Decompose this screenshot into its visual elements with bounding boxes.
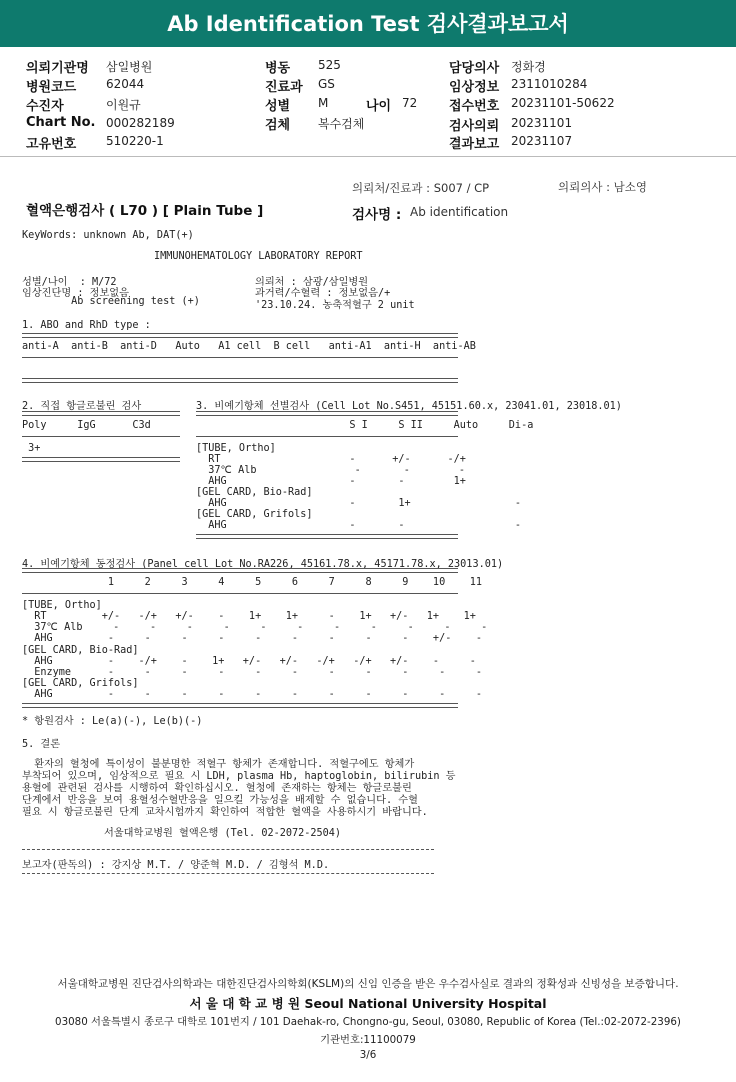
panel-row: [GEL CARD, Grifols]: [22, 678, 139, 689]
specimen-value: 복수검체: [318, 117, 365, 131]
report-title: Ab Identification Test 검사결과보고서: [167, 12, 569, 36]
dat-poly-value: 3+: [22, 443, 41, 454]
screening-row: [GEL CARD, Bio-Rad]: [196, 487, 313, 498]
panel-row: RT +/- -/+ +/- - 1+ 1+ - 1+ +/- 1+ 1+: [22, 611, 476, 622]
panel-row: [GEL CARD, Bio-Rad]: [22, 645, 139, 656]
divider: [22, 849, 434, 850]
patient-value: 이원규: [106, 98, 141, 112]
institution-value: 삼일병원: [106, 60, 153, 74]
panel-row: AHG - - - - - - - - - +/- -: [22, 633, 483, 644]
panel-row: AHG - -/+ - 1+ +/- +/- -/+ -/+ +/- - -: [22, 656, 476, 667]
conclusion-line: 부착되어 있으며, 임상적으로 필요 시 LDH, plasma Hb, haptoglobin, bilirubin 등: [22, 771, 456, 782]
panel-row: [TUBE, Ortho]: [22, 600, 102, 611]
dat-header: Poly IgG C3d: [22, 420, 151, 431]
info-diagnosis: 임상진단명 : 정보없음: [22, 288, 129, 299]
receipt-no-value: 20231101-50622: [511, 96, 615, 110]
divider: [22, 436, 180, 437]
abo-header: anti-A anti-B anti-D Auto A1 cell B cell anti-A1 anti-H anti-AB: [22, 341, 476, 352]
chart-no-value: 000282189: [106, 116, 175, 130]
report-date-value: 20231107: [511, 134, 573, 148]
hospital-name: 서 울 대 학 교 병 원 Seoul National University Hospital: [189, 996, 547, 1011]
conclusion-line: 필요 시 항글로불린 단계 교차시험까지 확인하여 적합한 혈액을 사용하시기 바랍니다.: [22, 807, 428, 818]
blood-bank-contact: 서울대학교병원 혈액은행 (Tel. 02-2072-2504): [104, 828, 342, 839]
panel-row: Enzyme - - - - - - - - - - -: [22, 667, 483, 678]
divider: [196, 411, 458, 416]
department-label: 진료과: [265, 80, 303, 95]
divider: [22, 357, 458, 358]
page-number: 3/6: [359, 1049, 377, 1061]
divider: [22, 568, 458, 573]
department-value: GS: [318, 77, 335, 91]
screening-row: 37℃ Alb - - -: [196, 465, 466, 476]
clinical-info-label: 임상정보: [449, 80, 500, 95]
screening-row: AHG - 1+ -: [196, 498, 522, 509]
info-screening: Ab screening test (+): [22, 296, 200, 307]
report-date-label: 결과보고: [449, 137, 500, 152]
ward-value: 525: [318, 58, 341, 72]
request-date-value: 20231101: [511, 116, 573, 130]
doctor-label: 담당의사: [449, 61, 500, 76]
screening-header: S I S II Auto Di-a: [196, 420, 534, 431]
panel-header: 1 2 3 4 5 6 7 8 9 10 11: [22, 577, 483, 588]
age-label: 나이: [366, 99, 392, 114]
ward-label: 병동: [265, 61, 291, 76]
divider: [22, 333, 458, 338]
divider: [22, 457, 180, 462]
divider: [22, 873, 434, 874]
specimen-label: 검체: [265, 118, 291, 133]
institution-number: 기관번호:11100079: [320, 1034, 416, 1046]
conclusion-line: 환자의 혈청에 특이성이 불분명한 적혈구 항체가 존재합니다. 적혈구에도 항체가: [22, 759, 415, 770]
reporter: 보고자(판독의) : 강지상 M.T. / 양준혁 M.D. / 김형석 M.D.: [22, 860, 330, 871]
info-sex-age: 성별/나이 : M/72: [22, 277, 117, 288]
certification-note: 서울대학교병원 진단검사의학과는 대한진단검사의학회(KSLM)의 신임 인증을 받은 우수검사실로 결과의 정확성과 신빙성을 보증합니다.: [57, 978, 679, 990]
test-name-label: 검사명 :: [352, 207, 402, 223]
order-doctor: 의뢰의사 : 남소영: [558, 180, 647, 194]
info-transfusion: '23.10.24. 농축적혈구 2 unit: [255, 300, 415, 311]
test-name-value: Ab identification: [410, 205, 509, 219]
lab-report-title: IMMUNOHEMATOLOGY LABORATORY REPORT: [154, 251, 363, 262]
doctor-value: 정화경: [511, 60, 546, 74]
divider: [22, 378, 458, 383]
screening-row: AHG - - -: [196, 520, 522, 531]
patient-label: 수진자: [26, 99, 64, 114]
header-divider: [0, 156, 736, 157]
conclusion-line: 용혈에 관련된 검사를 시행하여 확인하십시오. 혈청에 존재하는 항체는 항글로불린: [22, 783, 412, 794]
screening-row: [GEL CARD, Grifols]: [196, 509, 313, 520]
abo-section-title: 1. ABO and RhD type :: [22, 320, 151, 331]
divider: [196, 436, 458, 437]
info-requester: 의뢰처 : 삼광/삼일병원: [255, 277, 369, 288]
clinical-info-value: 2311010284: [511, 77, 588, 91]
divider: [22, 703, 458, 708]
receipt-no-label: 접수번호: [449, 99, 500, 114]
screening-row: RT - +/- -/+: [196, 454, 466, 465]
patient-header: [0, 47, 736, 155]
unique-no-value: 510220-1: [106, 134, 164, 148]
report-title-banner: [0, 0, 736, 47]
age-value: 72: [402, 96, 418, 110]
sex-value: M: [318, 96, 329, 110]
hospital-address: 03080 서울특별시 종로구 대학로 101번지 / 101 Daehak-ro, Chongno-gu, Seoul, 03080, Republic of Korea (Tel.:02-2072-2396): [55, 1016, 681, 1028]
screening-row: AHG - - 1+: [196, 476, 466, 487]
panel-section-title: 4. 비예기항체 동정검사 (Panel cell Lot No.RA226, 45161.78.x, 45171.78.x, 23013.01): [22, 559, 504, 570]
hospital-code-label: 병원코드: [26, 80, 77, 95]
request-date-label: 검사의뢰: [449, 119, 500, 134]
test-code: 혈액은행검사 ( L70 ) [ Plain Tube ]: [26, 203, 264, 219]
institution-label: 의뢰기관명: [26, 61, 89, 76]
divider: [22, 411, 180, 416]
conclusion-title: 5. 결론: [22, 739, 61, 750]
divider: [196, 534, 458, 539]
info-history: 과거력/수혈력 : 정보없음/+: [255, 288, 391, 299]
dat-section-title: 2. 직접 항글로불린 검사: [22, 401, 142, 412]
order-department: 의뢰처/진료과 : S007 / CP: [352, 181, 490, 195]
divider: [22, 593, 458, 594]
unique-no-label: 고유번호: [26, 137, 77, 152]
conclusion-line: 단계에서 반응을 보여 용혈성수혈반응을 일으킬 가능성을 배제할 수 없습니다. 수혈: [22, 795, 418, 806]
chart-no-label: Chart No.: [26, 115, 96, 130]
screening-section-title: 3. 비예기항체 선별검사 (Cell Lot No.S451, 45151.60.x, 23041.01, 23018.01): [196, 401, 622, 412]
panel-row: 37℃ Alb - - - - - - - - - - -: [22, 622, 488, 633]
screening-row: [TUBE, Ortho]: [196, 443, 276, 454]
panel-row: AHG - - - - - - - - - - -: [22, 689, 483, 700]
hospital-code-value: 62044: [106, 77, 145, 91]
sex-label: 성별: [265, 99, 291, 114]
antigen-test: * 항원검사 : Le(a)(-), Le(b)(-): [22, 716, 203, 727]
keywords: KeyWords: unknown Ab, DAT(+): [22, 230, 194, 241]
